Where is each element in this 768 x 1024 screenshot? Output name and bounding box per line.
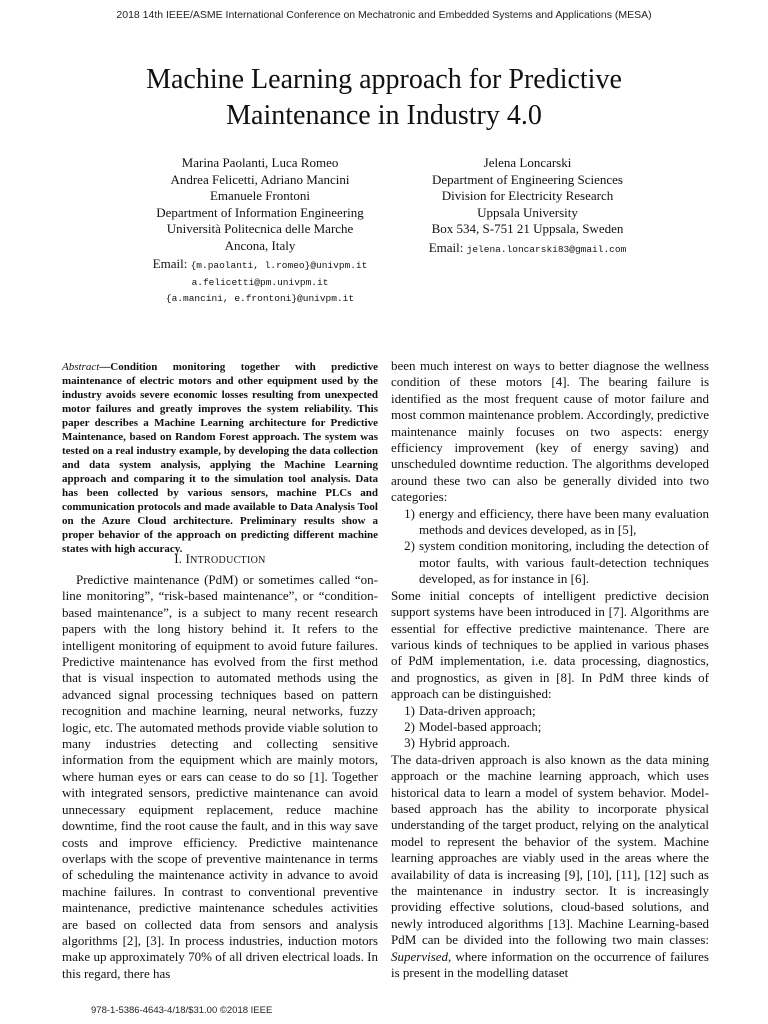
paragraph: Some initial concepts of intelligent predictive decision support systems have been introduced in [7]. Algorithms are essential for effective predictive maintenance. There are various kinds of techniques to be applied in various phases of PdM implementation, i.e. data processing, diagnostics, and prognostics, as given in [8]. In PdM three kinds of approach can be distinguished: [391, 587, 709, 702]
email-address[interactable]: {m.paolanti, l.romeo}@univpm.it [190, 260, 368, 271]
email-address[interactable]: a.felicetti@pm.univpm.it [191, 276, 329, 288]
list-number: 2) [404, 538, 415, 554]
list-number: 1) [404, 505, 415, 521]
list-number: 3) [404, 735, 415, 751]
title-line-1: Machine Learning approach for Predictive [146, 64, 622, 95]
affiliation-univ: Uppsala University [477, 204, 578, 220]
affiliation-address: Box 534, S-751 21 Uppsala, Sweden [431, 221, 624, 236]
email-row [400, 240, 655, 259]
section-title-initial: I [185, 552, 191, 566]
approach-list [391, 703, 709, 752]
authors-block-right [400, 155, 655, 258]
affiliation-division: Division for Electricity Research [441, 188, 614, 203]
list-number: 1) [404, 702, 415, 718]
email-row [95, 256, 425, 275]
list-text: Data-driven approach; [419, 702, 536, 718]
italic-term: Supervised [391, 948, 449, 964]
author-names: Andrea Felicetti, Adriano Mancini [170, 171, 350, 187]
paper-title [60, 62, 708, 134]
category-list [391, 506, 709, 588]
list-number: 2) [404, 718, 415, 734]
list-item [391, 506, 709, 539]
abstract [62, 360, 378, 556]
conference-header: 2018 14th IEEE/ASME International Conference on Mechatronic and Embedded Systems and Applications (MESA) [116, 9, 652, 21]
affiliation-city: Ancona, Italy [224, 237, 296, 253]
title-line-2: Maintenance in Industry 4.0 [226, 100, 542, 131]
affiliation-univ: Università Politecnica delle Marche [166, 221, 354, 236]
right-column [391, 358, 709, 981]
authors-block-left [95, 155, 425, 308]
section-heading-introduction [62, 552, 378, 567]
list-text: Model-based approach; [419, 718, 542, 734]
section-number: I. [174, 552, 183, 566]
paragraph-text: The data-driven approach is also known as the data mining approach or the machine learning approach, which uses historical data to learn a model of system behavior. Model-based approach has the ability to incorporate physical understanding of the target product, relying on the analytical model to represent the behavior of the system. Machine learning approaches are viably used in the areas where the availability of data is increasing [9], [10], [11], [12] such as the maintenance in industry sector. It is increasingly providing effective solutions, cloud-based solutions, and newly introduced algorithms [13]. Machine Learning-based PdM can be divided into the following two main classes: [391, 751, 709, 948]
author-name: Jelena Loncarski [483, 155, 572, 170]
copyright-footer: 978-1-5386-4643-4/18/$31.00 ©2018 IEEE [91, 1005, 273, 1016]
paragraph [391, 752, 709, 982]
affiliation-dept: Department of Information Engineering [156, 204, 364, 220]
list-item [391, 735, 709, 751]
section-title-rest: NTRODUCTION [190, 555, 266, 566]
list-text: energy and efficiency, there have been many evaluation methods and devices developed, as in [5], [419, 505, 709, 538]
email-label: Email: [152, 256, 188, 271]
list-item [391, 719, 709, 735]
intro-paragraph: Predictive maintenance (PdM) or sometimes called “on-line monitoring”, “risk-based maintenance”, or “condition-based maintenance”, is a subject to many recent research papers with the long history behind it. It refers to the intelligent monitoring of equipment to avoid future failures. Predictive maintenance has evolved from the first method that is visual inspection to automated methods using the advanced signal processing techniques based on pattern recognition and machine learning, neural networks, fuzzy logic, etc. The automated methods provide viable solution to many industries detecting and collecting sensitive information from the equipment which are mainly motors, where human eyes or ears can cease to do so [1]. Together with integrated sensors, predictive maintenance can avoid unnecessary equipment replacement, reduce machine downtime, find the root cause the fault, and in this way save costs and improve efficiency. Predictive maintenance overlaps with the scope of preventive maintenance in terms of scheduling the maintenance activity in advance to avoid machine failures. In contrast to conventional preventive maintenance, predictive maintenance schedules activities are based on collected data from sensors and analysis algorithms [2], [3]. In process industries, induction motors make up approximately 70% of all driven electrical loads. In this regard, there has [62, 572, 378, 981]
list-text: Hybrid approach. [419, 735, 510, 751]
list-text: system condition monitoring, including the detection of motor faults, with various fault-detection techniques developed, as for instance in [6]. [419, 538, 709, 587]
author-names: Marina Paolanti, Luca Romeo [181, 155, 339, 170]
list-item [391, 538, 709, 587]
paragraph-tail: , where information on the occurrence of failures is present in the modelling dataset [391, 948, 709, 981]
list-item [391, 703, 709, 719]
abstract-text: —Condition monitoring together with predictive maintenance of electric motors and other equipment used by the industry avoids severe economic losses resulting from unexpected motor failures and greatly improves the system reliability. This paper describes a Machine Learning architecture for Predictive Maintenance, based on Random Forest approach. The system was tested on a real industry example, by developing the data collection and data system analysis, applying the Machine Learning approach and comparing it to the simulation tool analysis. Data has been collected by various sensors, machine PLCs and communication protocols and made available to Data Analysis Tool on the Azure Cloud architecture. Preliminary results show a proper behavior of the approach on predicting different machine states with high accuracy. [62, 361, 378, 555]
affiliation-dept: Department of Engineering Sciences [432, 171, 623, 187]
email-label: Email: [428, 239, 464, 255]
section-title [186, 552, 266, 566]
paragraph: been much interest on ways to better diagnose the wellness condition of these motors [4]. The bearing failure is identified as the most frequent cause of motor failure and most common maintenance problem. Accordingly, predictive maintenance mainly focuses on two aspects: energy efficiency improvement (key of energy saving) and unscheduled downtime reduction. The algorithms developed around these two can also be generally divided into two categories: [391, 358, 709, 505]
author-names: Emanuele Frontoni [209, 188, 310, 203]
abstract-label: Abstract [62, 361, 100, 373]
email-address[interactable]: jelena.loncarski83@gmail.com [466, 243, 627, 255]
email-address[interactable]: {a.mancini, e.frontoni}@univpm.it [165, 293, 355, 304]
